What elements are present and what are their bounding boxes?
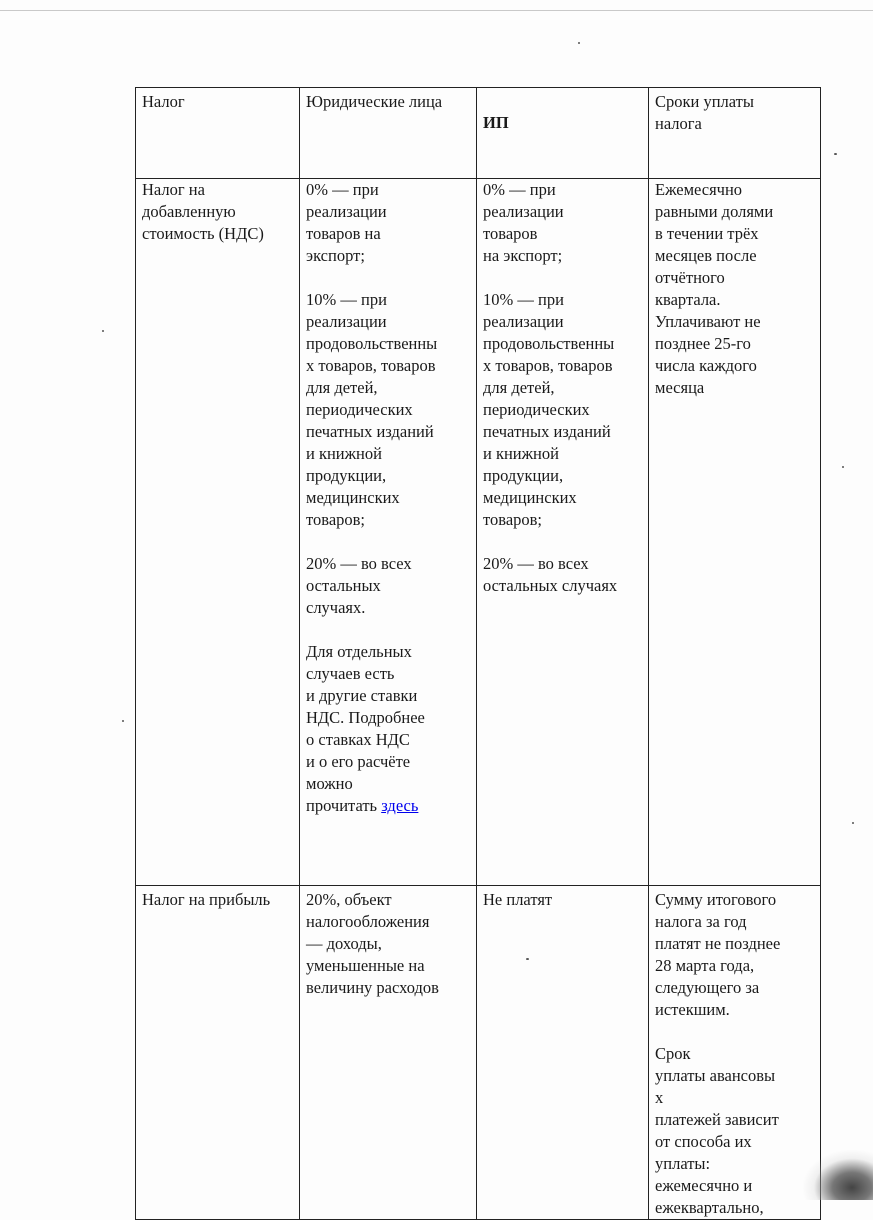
scan-speck bbox=[102, 330, 104, 332]
header-tax: Налог bbox=[136, 88, 300, 179]
header-legal-entities: Юридические лица bbox=[300, 88, 477, 179]
header-deadlines: Сроки уплаты налога bbox=[649, 88, 821, 179]
table-row bbox=[136, 179, 821, 886]
scan-speck bbox=[578, 42, 580, 44]
table-row bbox=[136, 886, 821, 1220]
scan-speck bbox=[852, 822, 854, 824]
scan-speck bbox=[122, 720, 124, 722]
table-header-row bbox=[136, 88, 821, 179]
cell-tax-name: Налог на добавленную стоимость (НДС) bbox=[136, 179, 300, 886]
cell-deadlines: Ежемесячно равными долями в течении трёх месяцев после отчётного квартала. Уплачивают не позднее 25-го числа каждого месяца bbox=[649, 179, 821, 886]
here-link[interactable]: здесь bbox=[381, 796, 419, 815]
header-ip: ИП bbox=[477, 88, 649, 179]
scan-speck bbox=[842, 466, 844, 468]
cell-ip-rates: Не платят bbox=[477, 886, 649, 1220]
scan-corner-smudge bbox=[803, 1150, 873, 1200]
cell-ip-rates: 0% — при реализации товаров на экспорт; 10% — при реализации продовольственны х товаров, товаров для детей, периодических печатных изданий и книжной продукции, медицинских товаров; 20% — во всех остальных случаях bbox=[477, 179, 649, 886]
cell-tax-name: Налог на прибыль bbox=[136, 886, 300, 1220]
scan-speck bbox=[834, 153, 837, 155]
cell-deadlines: Сумму итогового налога за год платят не позднее 28 марта года, следующего за истекшим. Срок уплаты авансовы х платежей зависит от способа их уплаты: ежемесячно и ежеквартально, bbox=[649, 886, 821, 1220]
cell-legal-rates: 20%, объект налогообложения — доходы, уменьшенные на величину расходов bbox=[300, 886, 477, 1220]
scan-top-edge bbox=[0, 10, 873, 11]
tax-table bbox=[135, 87, 821, 1220]
cell-legal-rates: 0% — при реализации товаров на экспорт; 10% — при реализации продовольственны х товаров, товаров для детей, периодических печатных изданий и книжной продукции, медицинских товаров; 20% — во всех остальных случаях. Для отдельных случаев есть и другие ставки НДС. Подробнее о ставках НДС и о его расчёте можно прочитать здесь bbox=[300, 179, 477, 886]
scan-speck bbox=[526, 958, 529, 960]
